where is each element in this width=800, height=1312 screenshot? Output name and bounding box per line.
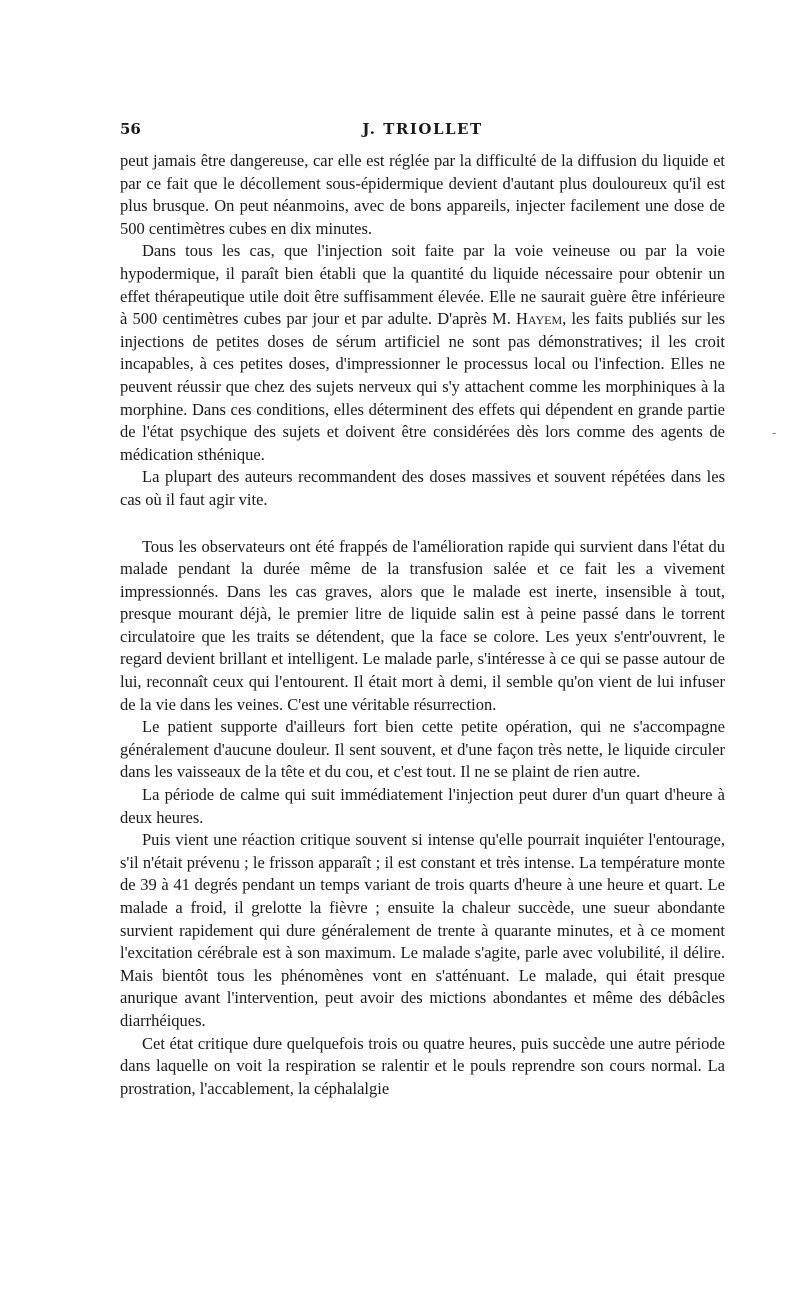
- paragraph-injection-dose: [120, 240, 725, 466]
- section-divider: [120, 512, 725, 536]
- paragraph-patient-tolerance: Le patient supporte d'ailleurs fort bien cette petite opération, qui ne s'accompagne généralement d'aucune douleur. Il sent souvent, et d'une façon très nette, le liquide circuler dans les vaisseaux de la tête et du cou, et c'est tout. Il ne se plaint de rien autre.: [120, 717, 725, 782]
- paragraph-improvement: Tous les observateurs ont été frappés de l'amélioration rapide qui survient dans l'état du malade pendant la durée même de la transfusion salée et ce fait les a vivement impressionnés. Dans les cas graves, alors que le malade est inerte, insensible à tout, presque mourant déjà, le premier litre de liquide salin est à peine passé dans le torrent circulatoire que les traits se détendent, que la face se colore. Les yeux s'entr'ouvrent, le regard devient brillant et intelligent. Le malade parle, s'intéresse à ce qui se passe autour de lui, reconnaît ceux qui l'entourent. Il était mort à demi, il semble qu'on vient de lui infuser de la vie dans les veines. C'est une véritable résurrection.: [120, 536, 725, 714]
- paragraph-text: Dans tous les cas, que l'injection soit faite par la voie veineuse ou par la voie hypodermique, il paraît bien établi que la quantité du liquide nécessaire pour obtenir un effet thérapeutique utile doit être suffisamment élevée. Elle ne saurait guère être inférieure à 500 centimètres cubes par jour et par adulte. D'après M.: [120, 241, 725, 329]
- author-name: Hayem: [516, 309, 563, 329]
- paragraph-calm-period: La période de calme qui suit immédiatement l'injection peut durer d'un quart d'heure à deux heures.: [120, 785, 725, 827]
- page-number: 56: [120, 120, 141, 138]
- paragraph-critical-state: Cet état critique dure quelquefois trois ou quatre heures, puis succède une autre période dans laquelle on voit la respiration se ralentir et le pouls reprendre son cours normal. La prostration, l'accablement, la céphalalgie: [120, 1033, 725, 1098]
- body-text: [120, 150, 725, 1100]
- paragraph-text: , les faits publiés sur les injections de petites doses de sérum artificiel ne sont pas démonstratives; il les croit incapables, à ces petites doses, d'impressionner le processus local ou l'infection. Elles ne peuvent réussir que chez des sujets nerveux qui s'y attachent comme les morphiniques à la morphine. Dans ces conditions, elles déterminent des effets qui dépendent en grande partie de l'état psychique des sujets et doivent être considérées dès lors comme des agents de médication sthénique.: [120, 309, 725, 464]
- paragraph-continued: peut jamais être dangereuse, car elle est réglée par la difficulté de la diffusion du liquide et par ce fait que le décollement sous-épidermique devient d'autant plus douloureux qu'il est plus brusque. On peut néanmoins, avec de bons appareils, injecter facilement une dose de 500 centimètres cubes en dix minutes.: [120, 151, 725, 238]
- margin-mark: -: [772, 426, 777, 440]
- paragraph-critical-reaction: Puis vient une réaction critique souvent si intense qu'elle pourrait inquiéter l'entourage, s'il n'était prévenu ; le frisson apparaît ; il est constant et très intense. La température monte de 39 à 41 degrés pendant un temps variant de trois quarts d'heure à une heure et quart. Le malade a froid, il grelotte la fièvre ; ensuite la chaleur succède, une sueur abondante survient rapidement qui dure généralement de trente à quarante minutes, et à ce moment l'excitation cérébrale est à son maximum. Le malade s'agite, parle avec volubilité, il délire. Mais bientôt tous les phénomènes vont en s'atténuant. Le malade, qui était presque anurique avant l'intervention, peut avoir des mictions abondantes et même des débâcles diarrhéiques.: [120, 830, 725, 1030]
- paragraph-massive-doses: La plupart des auteurs recommandent des doses massives et souvent répétées dans les cas où il faut agir vite.: [120, 467, 725, 509]
- running-title: J. TRIOLLET: [362, 120, 483, 138]
- page-header: [120, 120, 725, 142]
